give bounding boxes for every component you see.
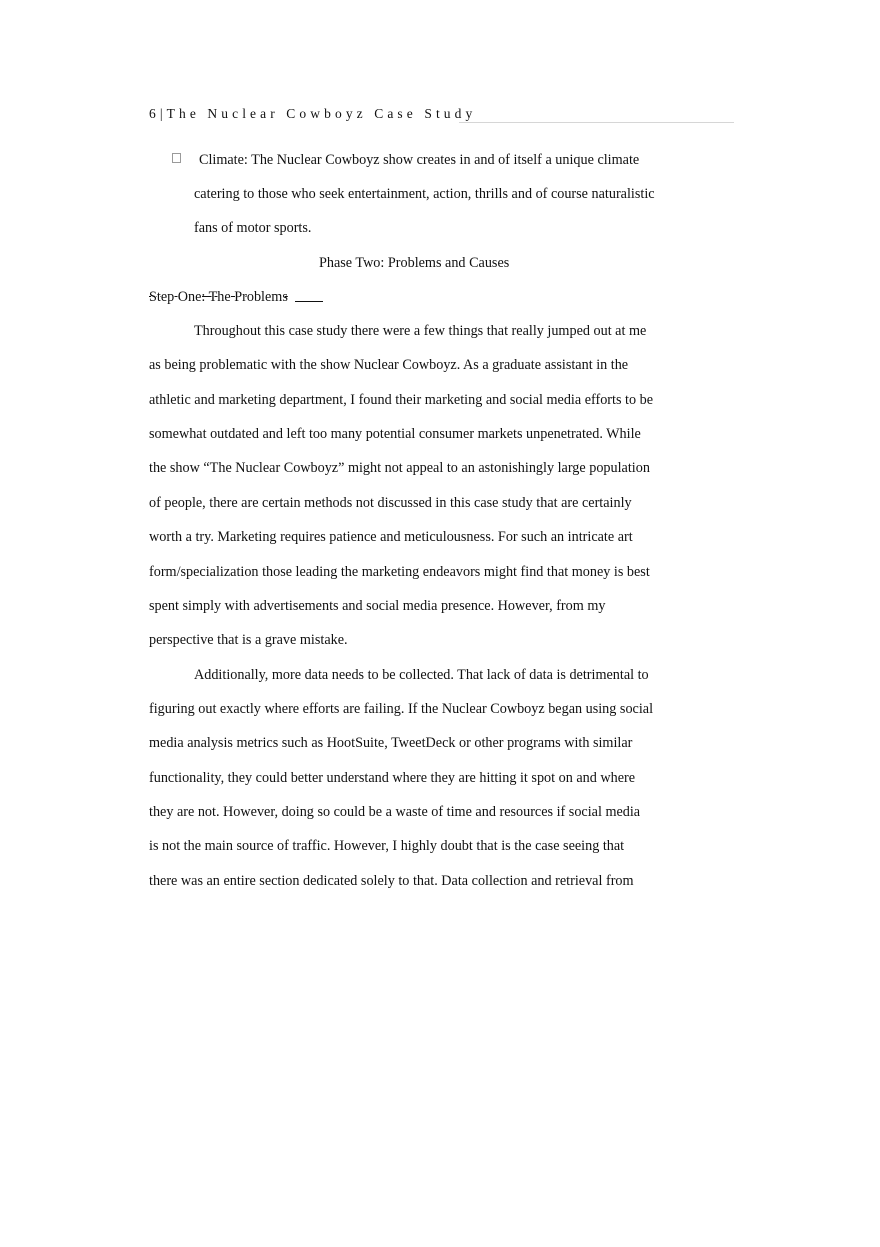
paragraph-line: there was an entire section dedicated solely to that. Data collection and retrieval from	[149, 873, 634, 889]
header-rule	[459, 122, 734, 123]
paragraph-line: of people, there are certain methods not discussed in this case study that are certainly	[149, 495, 632, 511]
paragraph-line: is not the main source of traffic. However, I highly doubt that is the case seeing that	[149, 838, 625, 854]
paragraph-line: form/specialization those leading the marketing endeavors might find that money is best	[149, 564, 650, 580]
paragraph-line: Throughout this case study there were a few things that really jumped out at me	[194, 323, 647, 339]
step-heading: Step One: The Problems	[149, 289, 288, 305]
step-heading-underline	[295, 301, 323, 302]
bullet-line: catering to those who seek entertainment, action, thrills and of course naturalistic	[194, 186, 655, 202]
paragraph-line: the show “The Nuclear Cowboyz” might not appeal to an astonishingly large population	[149, 460, 650, 476]
paragraph-line: spent simply with advertisements and social media presence. However, from my	[149, 598, 606, 614]
paragraph-line: as being problematic with the show Nuclear Cowboyz. As a graduate assistant in the	[149, 357, 629, 373]
paragraph-line: figuring out exactly where efforts are failing. If the Nuclear Cowboyz began using social	[149, 701, 654, 717]
paragraph-line: functionality, they could better understand where they are hitting it spot on and where	[149, 770, 636, 786]
header-title: 6|The Nuclear Cowboyz Case Study	[149, 106, 477, 121]
paragraph-line: perspective that is a grave mistake.	[149, 632, 348, 648]
paragraph-line: Additionally, more data needs to be collected. That lack of data is detrimental to	[194, 667, 649, 683]
paragraph-line: somewhat outdated and left too many potential consumer markets unpenetrated. While	[149, 426, 641, 442]
paragraph-line: worth a try. Marketing requires patience and meticulousness. For such an intricate art	[149, 529, 633, 545]
bullet-line: fans of motor sports.	[194, 220, 312, 236]
paragraph-line: media analysis metrics such as HootSuite, TweetDeck or other programs with similar	[149, 735, 633, 751]
page-header	[149, 105, 734, 125]
paragraph-line: they are not. However, doing so could be a waste of time and resources if social media	[149, 804, 641, 820]
bullet-box-icon	[172, 153, 181, 163]
paragraph-line: athletic and marketing department, I found their marketing and social media efforts to be	[149, 392, 654, 408]
bullet-line: Climate: The Nuclear Cowboyz show creates in and of itself a unique climate	[199, 152, 640, 168]
section-title: Phase Two: Problems and Causes	[319, 255, 510, 271]
